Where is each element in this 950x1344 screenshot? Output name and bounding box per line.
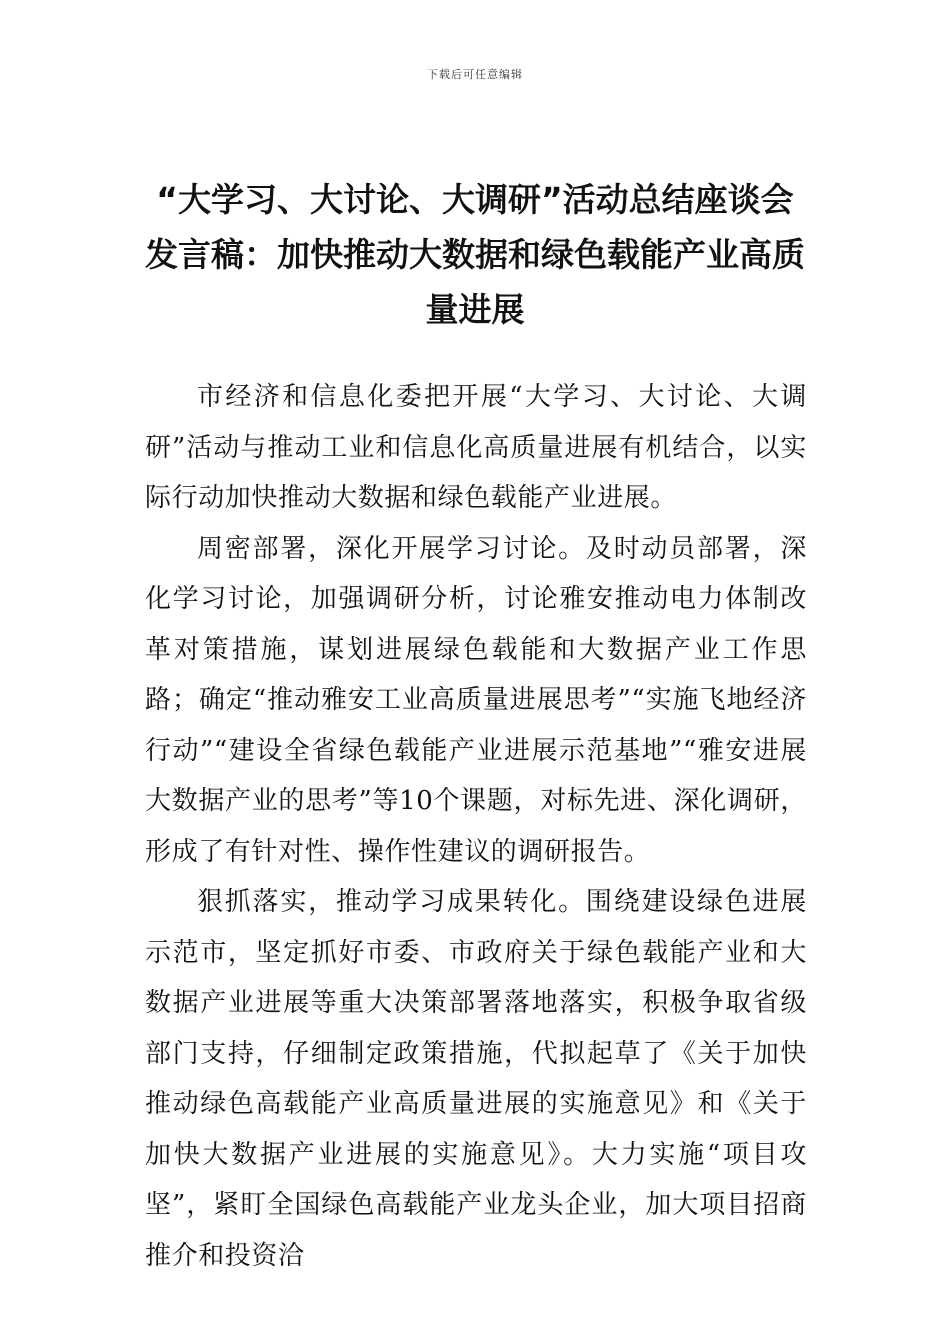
paragraph-deployment: 周密部署，深化开展学习讨论。及时动员部署，深化学习讨论，加强调研分析，讨论雅安推动电力体制改革对策措施，谋划进展绿色载能和大数据产业工作思路；确定“推动雅安工业高质量进展思考”“实施飞地经济行动”“建设全省绿色载能产业进展示范基地”“雅安进展大数据产业的思考”等10个课题，对标先进、深化调研，形成了有针对性、操作性建议的调研报告。 <box>145 533 807 867</box>
header-note: 下载后可任意编辑 <box>427 68 523 81</box>
document-body <box>145 372 807 1281</box>
document-title: “大学习、大讨论、大调研”活动总结座谈会发言稿：加快推动大数据和绿色载能产业高质量进展 <box>145 180 805 329</box>
paragraph-implementation: 狠抓落实，推动学习成果转化。围绕建设绿色进展示范市，坚定抓好市委、市政府关于绿色载能产业和大数据产业进展等重大决策部署落地落实，积极争取省级部门支持，仔细制定政策措施，代拟起草了《关于加快推动绿色高载能产业高质量进展的实施意见》和《关于加快大数据产业进展的实施意见》。大力实施“项目攻坚”，紧盯全国绿色高载能产业龙头企业，加大项目招商推介和投资洽 <box>145 887 807 1271</box>
paragraph-intro: 市经济和信息化委把开展“大学习、大讨论、大调研”活动与推动工业和信息化高质量进展有机结合，以实际行动加快推动大数据和绿色载能产业进展。 <box>145 382 807 513</box>
